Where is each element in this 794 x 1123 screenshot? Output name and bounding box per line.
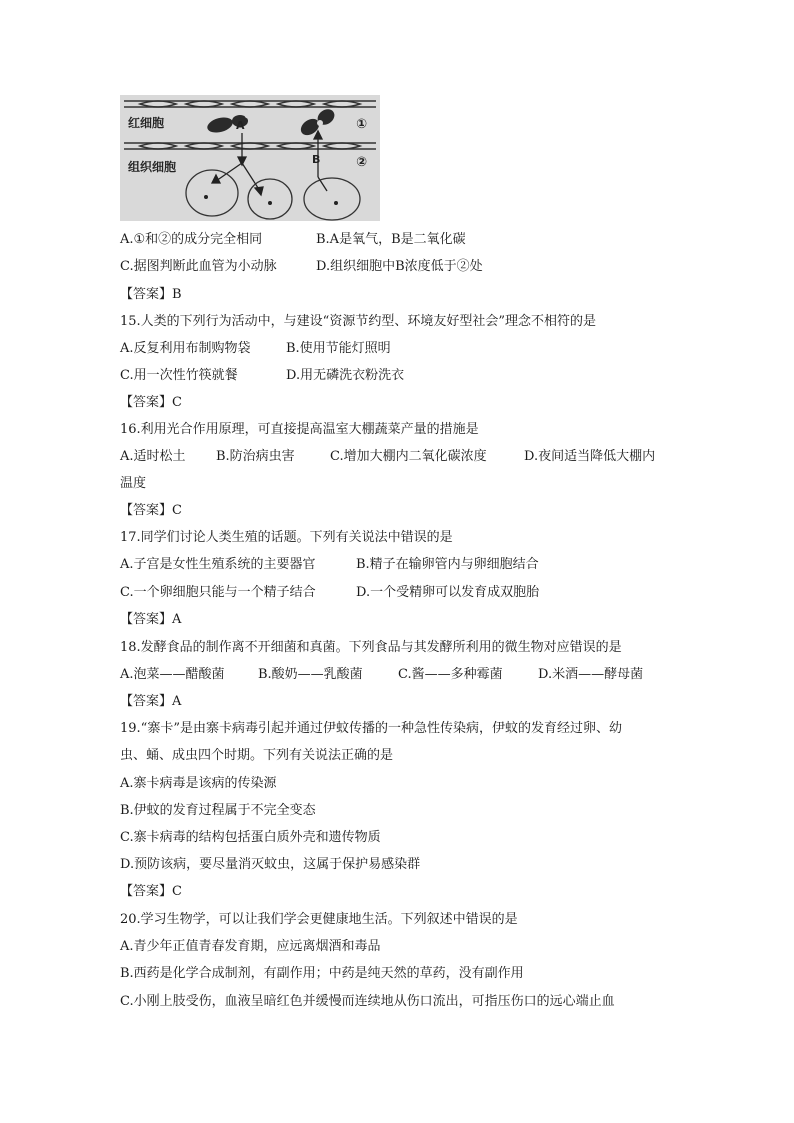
q14-option-a: A.①和②的成分完全相同 [120, 232, 263, 247]
label-circle-1: ① [356, 117, 368, 132]
q20-stem: 20.学习生物学，可以让我们学会更健康地生活。下列叙述中错误的是 [120, 912, 518, 927]
q16-stem: 16.利用光合作用原理，可直接提高温室大棚蔬菜产量的措施是 [120, 422, 479, 437]
q20-option-c: C.小刚上肢受伤，血液呈暗红色并缓慢而连续地从伤口流出，可指压伤口的远心端止血 [120, 994, 615, 1009]
q17-stem: 17.同学们讨论人类生殖的话题。下列有关说法中错误的是 [120, 530, 453, 545]
q15-stem: 15.人类的下列行为活动中，与建设“资源节约型、环境友好型社会”理念不相符的是 [120, 314, 596, 329]
q18-option-d: D.米酒——酵母菌 [538, 667, 644, 682]
q20-option-a: A.青少年正值青春发育期，应远离烟酒和毒品 [120, 939, 381, 954]
q15-answer: 【答案】C [120, 395, 182, 410]
q17-option-b: B.精子在输卵管内与卵细胞结合 [356, 557, 539, 572]
q17-answer: 【答案】A [120, 612, 182, 627]
q14-answer: 【答案】B [120, 287, 182, 302]
q15-option-c: C.用一次性竹筷就餐 [120, 368, 238, 383]
q19-option-a: A.寨卡病毒是该病的传染源 [120, 776, 277, 791]
q16-option-a: A.适时松土 [120, 449, 186, 464]
q19-option-d: D.预防该病，要尽量消灭蚊虫，这属于保护易感染群 [120, 857, 421, 872]
q18-stem: 18.发酵食品的制作离不开细菌和真菌。下列食品与其发酵所利用的微生物对应错误的是 [120, 640, 622, 655]
q18-answer: 【答案】A [120, 694, 182, 709]
q19-answer: 【答案】C [120, 884, 182, 899]
label-tissue-cell: 组织细胞 [128, 160, 177, 174]
q15-option-d: D.用无磷洗衣粉洗衣 [286, 368, 405, 383]
q14-option-d: D.组织细胞中B浓度低于②处 [316, 259, 483, 274]
q16-option-d-cont: 温度 [120, 476, 147, 491]
label-circle-2: ② [356, 155, 368, 170]
tissue-cells [186, 170, 360, 220]
blood-vessel-figure [120, 95, 380, 221]
q14-option-b: B.A是氧气，B是二氧化碳 [316, 232, 466, 247]
q15-option-b: B.使用节能灯照明 [286, 341, 391, 356]
q15-option-a: A.反复利用布制购物袋 [120, 341, 251, 356]
q17-option-a: A.子宫是女性生殖系统的主要器官 [120, 557, 316, 572]
q20-option-b: B.西药是化学合成制剂，有副作用；中药是纯天然的草药，没有副作用 [120, 966, 524, 981]
q18-option-b: B.酸奶——乳酸菌 [258, 667, 363, 682]
q16-answer: 【答案】C [120, 503, 182, 518]
q17-option-d: D.一个受精卵可以发育成双胞胎 [356, 585, 540, 600]
q16-option-c: C.增加大棚内二氧化碳浓度 [330, 449, 487, 464]
q18-option-a: A.泡菜——醋酸菌 [120, 667, 225, 682]
q16-option-b: B.防治病虫害 [216, 449, 295, 464]
q16-option-d: D.夜间适当降低大棚内 [524, 449, 656, 464]
q19-option-b: B.伊蚊的发育过程属于不完全变态 [120, 803, 316, 818]
q17-option-c: C.一个卵细胞只能与一个精子结合 [120, 585, 316, 600]
q19-option-c: C.寨卡病毒的结构包括蛋白质外壳和遗传物质 [120, 830, 381, 845]
label-red-blood-cell: 红细胞 [128, 116, 165, 130]
vessel-wall-top [124, 101, 376, 107]
label-a: A [236, 119, 245, 132]
cell-nuclei [204, 195, 338, 205]
label-b: B [312, 153, 321, 166]
q19-stem: 19.“寨卡”是由寨卡病毒引起并通过伊蚊传播的一种急性传染病，伊蚊的发育经过卵、幼 [120, 721, 622, 736]
q14-option-c: C.据图判断此血管为小动脉 [120, 259, 277, 274]
vessel-wall-bottom [124, 143, 376, 149]
q19-stem-cont: 虫、蛹、成虫四个时期。下列有关说法正确的是 [120, 748, 394, 763]
q18-option-c: C.酱——多种霉菌 [398, 667, 503, 682]
